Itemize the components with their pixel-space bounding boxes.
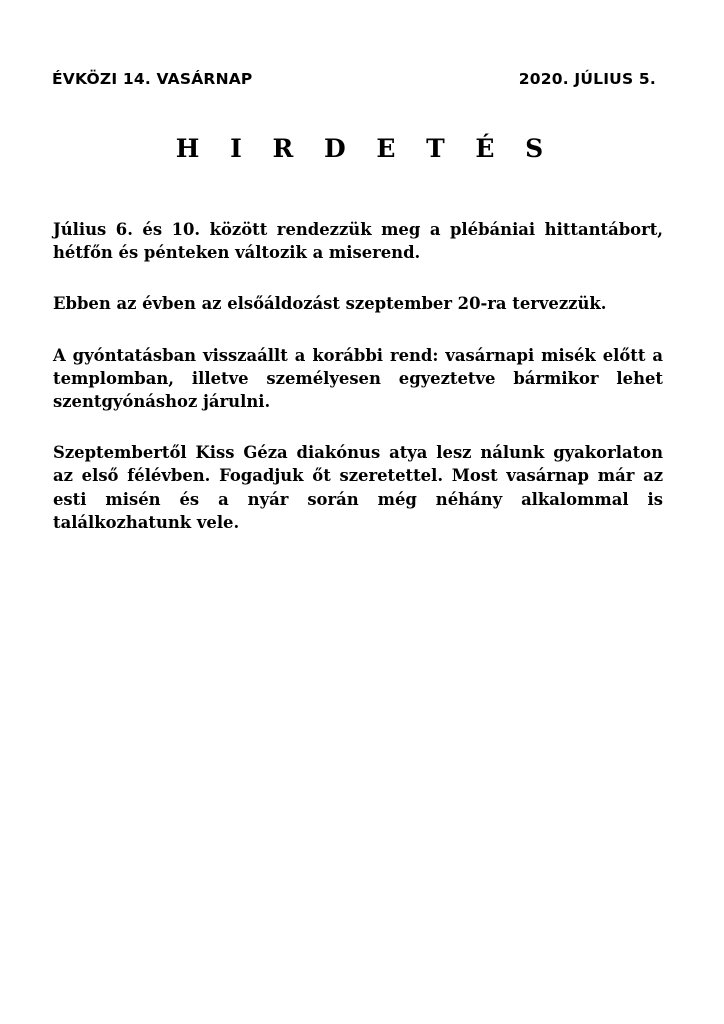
title-text: H I R D E T É S	[175, 134, 555, 163]
paragraph-camp: Július 6. és 10. között rendezzük meg a plébániai hittantábort, hétfőn és pénteken változik a miserend.	[53, 220, 663, 263]
document-title	[0, 134, 724, 163]
paragraph-first-communion: Ebben az évben az elsőáldozást szeptember 20-ra tervezzük.	[53, 294, 607, 314]
announcement-body	[53, 218, 663, 562]
paragraph-deacon: Szeptembertől Kiss Géza diakónus atya lesz nálunk gyakorlaton az első félévben. Fogadjuk őt szeretettel. Most vasárnap már az esti misén és a nyár során még néhány alkalommal is találkozhatunk vele.	[53, 443, 663, 532]
paragraph-confession: A gyóntatásban visszaállt a korábbi rend: vasárnapi misék előtt a templomban, illetve személyesen egyeztetve bármikor lehet szentgyónáshoz járulni.	[53, 345, 663, 412]
document-header	[52, 70, 656, 88]
liturgical-day: ÉVKÖZI 14. VASÁRNAP	[52, 70, 253, 88]
document-date: 2020. JÚLIUS 5.	[518, 70, 656, 88]
